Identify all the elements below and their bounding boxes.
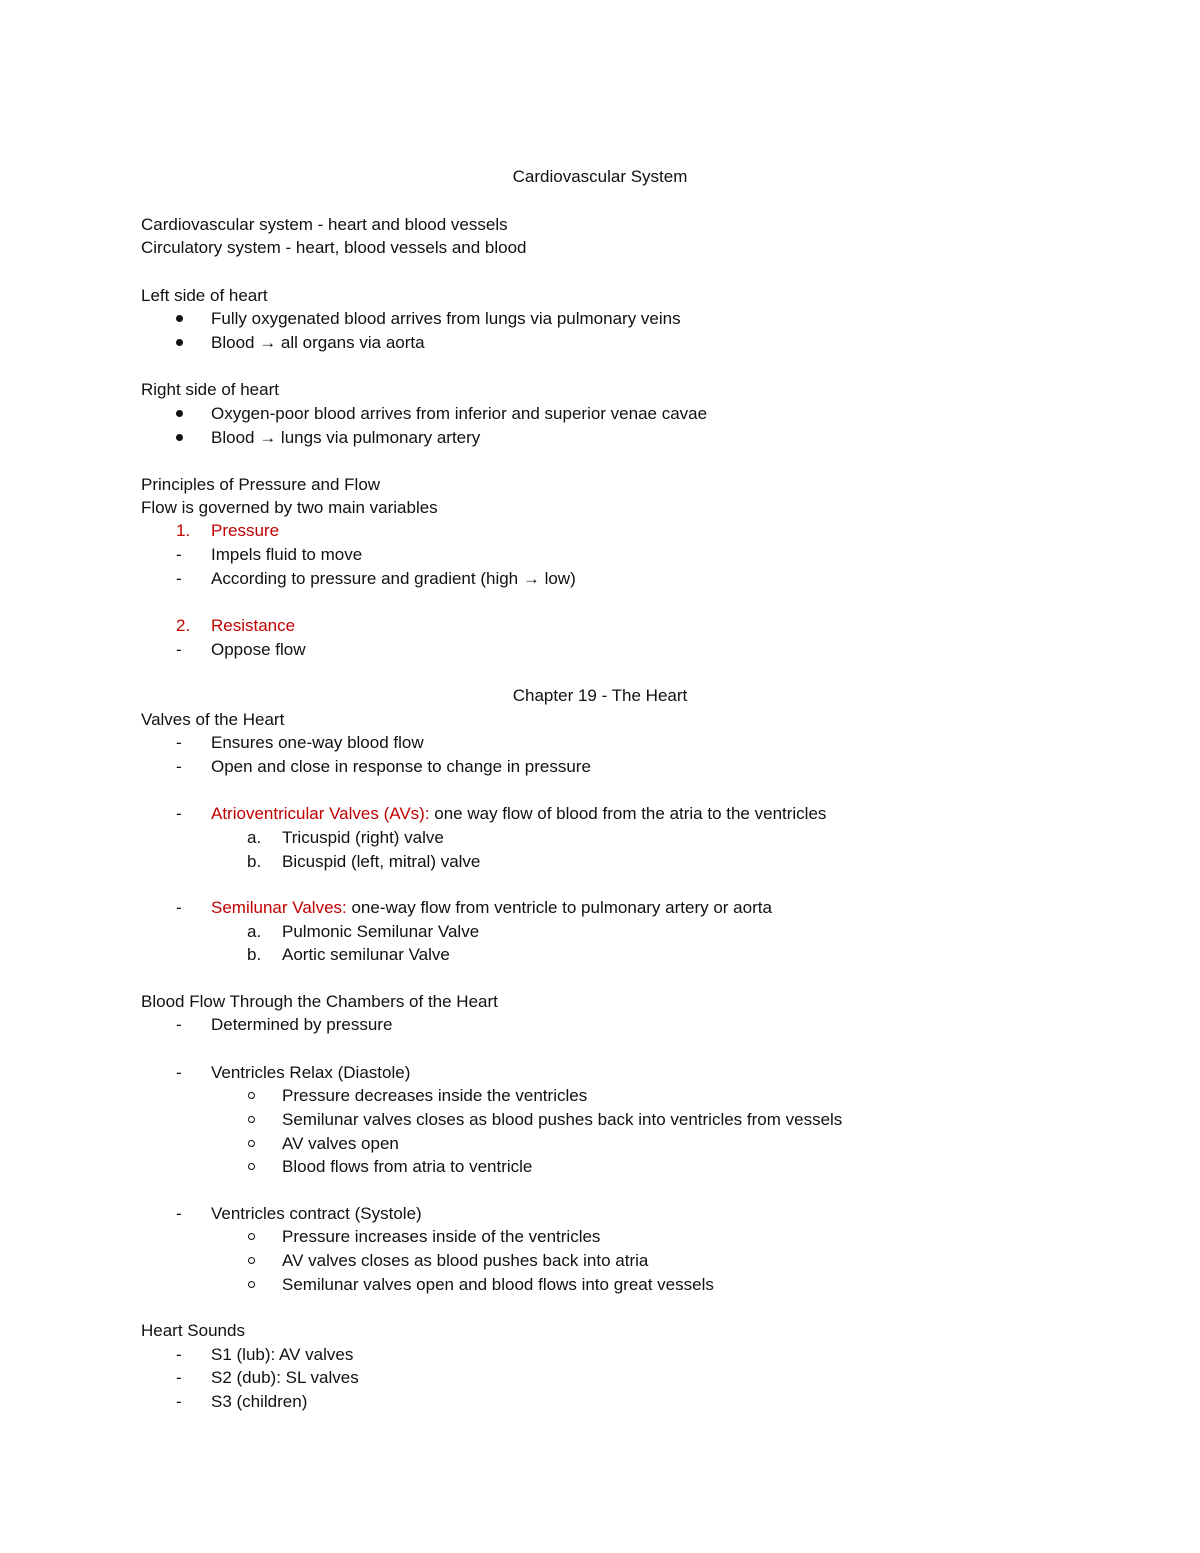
blood-flow-heading: Blood Flow Through the Chambers of the Heart [141, 992, 498, 1011]
valves-point: Open and close in response to change in pressure [211, 757, 591, 776]
dash-marker: - [176, 804, 182, 823]
circle-bullet-icon [248, 1281, 255, 1288]
definition-cardiovascular: Cardiovascular system - heart and blood vessels [141, 215, 508, 234]
page-title: Cardiovascular System [512, 167, 688, 186]
av-valve-type: Bicuspid (left, mitral) valve [282, 852, 481, 871]
list-number: 1. [176, 521, 191, 540]
list-letter: b. [247, 945, 262, 964]
principles-subheading: Flow is governed by two main variables [141, 498, 438, 517]
circle-bullet-icon [248, 1233, 255, 1240]
systole-step: AV valves closes as blood pushes back into atria [282, 1251, 649, 1270]
valves-heading: Valves of the Heart [141, 710, 285, 729]
systole-step: Semilunar valves open and blood flows into great vessels [282, 1275, 714, 1294]
list-letter: a. [247, 828, 262, 847]
circle-bullet-icon [248, 1092, 255, 1099]
diastole-step: Blood flows from atria to ventricle [282, 1157, 533, 1176]
pressure-point: Impels fluid to move [211, 545, 363, 564]
left-side-heading: Left side of heart [141, 286, 268, 305]
diastole-step: Pressure decreases inside the ventricles [282, 1086, 588, 1105]
semilunar-valves-term: Semilunar Valves: [211, 898, 347, 917]
blood-flow-point: Determined by pressure [211, 1015, 393, 1034]
resistance-label: Resistance [211, 616, 296, 635]
principles-heading: Principles of Pressure and Flow [141, 475, 381, 494]
list-letter: a. [247, 922, 262, 941]
left-side-bullet: Fully oxygenated blood arrives from lungs via pulmonary veins [211, 309, 681, 328]
dash-marker: - [176, 757, 182, 776]
dash-marker: - [176, 1063, 182, 1082]
heart-sound-item: S3 (children) [211, 1392, 308, 1411]
chapter-title: Chapter 19 - The Heart [512, 686, 688, 705]
definition-circulatory: Circulatory system - heart, blood vessels and blood [141, 238, 527, 257]
bullet-icon [176, 434, 183, 441]
dash-marker: - [176, 1345, 182, 1364]
dash-marker: - [176, 545, 182, 564]
dash-marker: - [176, 898, 182, 917]
circle-bullet-icon [248, 1140, 255, 1147]
bullet-icon [176, 410, 183, 417]
list-number: 2. [176, 616, 191, 635]
dash-marker: - [176, 1015, 182, 1034]
heart-sounds-heading: Heart Sounds [141, 1321, 245, 1340]
systole-label: Ventricles contract (Systole) [211, 1204, 422, 1223]
semilunar-valve-type: Aortic semilunar Valve [282, 945, 450, 964]
pressure-point: According to pressure and gradient (high → low) [211, 569, 576, 588]
dash-marker: - [176, 569, 182, 588]
dash-marker: - [176, 1368, 182, 1387]
valves-point: Ensures one-way blood flow [211, 733, 424, 752]
right-side-heading: Right side of heart [141, 380, 279, 399]
right-side-bullet: Oxygen-poor blood arrives from inferior and superior venae cavae [211, 404, 708, 423]
dash-marker: - [176, 733, 182, 752]
dash-marker: - [176, 640, 182, 659]
dash-marker: - [176, 1392, 182, 1411]
dash-marker: - [176, 1204, 182, 1223]
resistance-point: Oppose flow [211, 640, 306, 659]
av-valves-desc: one way flow of blood from the atria to the ventricles [429, 804, 827, 823]
circle-bullet-icon [248, 1116, 255, 1123]
diastole-step: AV valves open [282, 1134, 399, 1153]
list-letter: b. [247, 852, 262, 871]
right-side-bullet: Blood → lungs via pulmonary artery [211, 428, 481, 447]
pressure-label: Pressure [211, 521, 280, 540]
heart-sound-item: S1 (lub): AV valves [211, 1345, 354, 1364]
left-side-bullet: Blood → all organs via aorta [211, 333, 425, 352]
diastole-step: Semilunar valves closes as blood pushes back into ventricles from vessels [282, 1110, 843, 1129]
bullet-icon [176, 339, 183, 346]
systole-step: Pressure increases inside of the ventricles [282, 1227, 601, 1246]
semilunar-valves-item [211, 898, 772, 918]
av-valves-item [211, 804, 826, 824]
circle-bullet-icon [248, 1163, 255, 1170]
semilunar-valves-desc: one-way flow from ventricle to pulmonary artery or aorta [346, 898, 772, 917]
heart-sound-item: S2 (dub): SL valves [211, 1368, 359, 1387]
av-valve-type: Tricuspid (right) valve [282, 828, 444, 847]
av-valves-term: Atrioventricular Valves (AVs): [211, 804, 430, 823]
semilunar-valve-type: Pulmonic Semilunar Valve [282, 922, 480, 941]
bullet-icon [176, 315, 183, 322]
circle-bullet-icon [248, 1257, 255, 1264]
diastole-label: Ventricles Relax (Diastole) [211, 1063, 411, 1082]
